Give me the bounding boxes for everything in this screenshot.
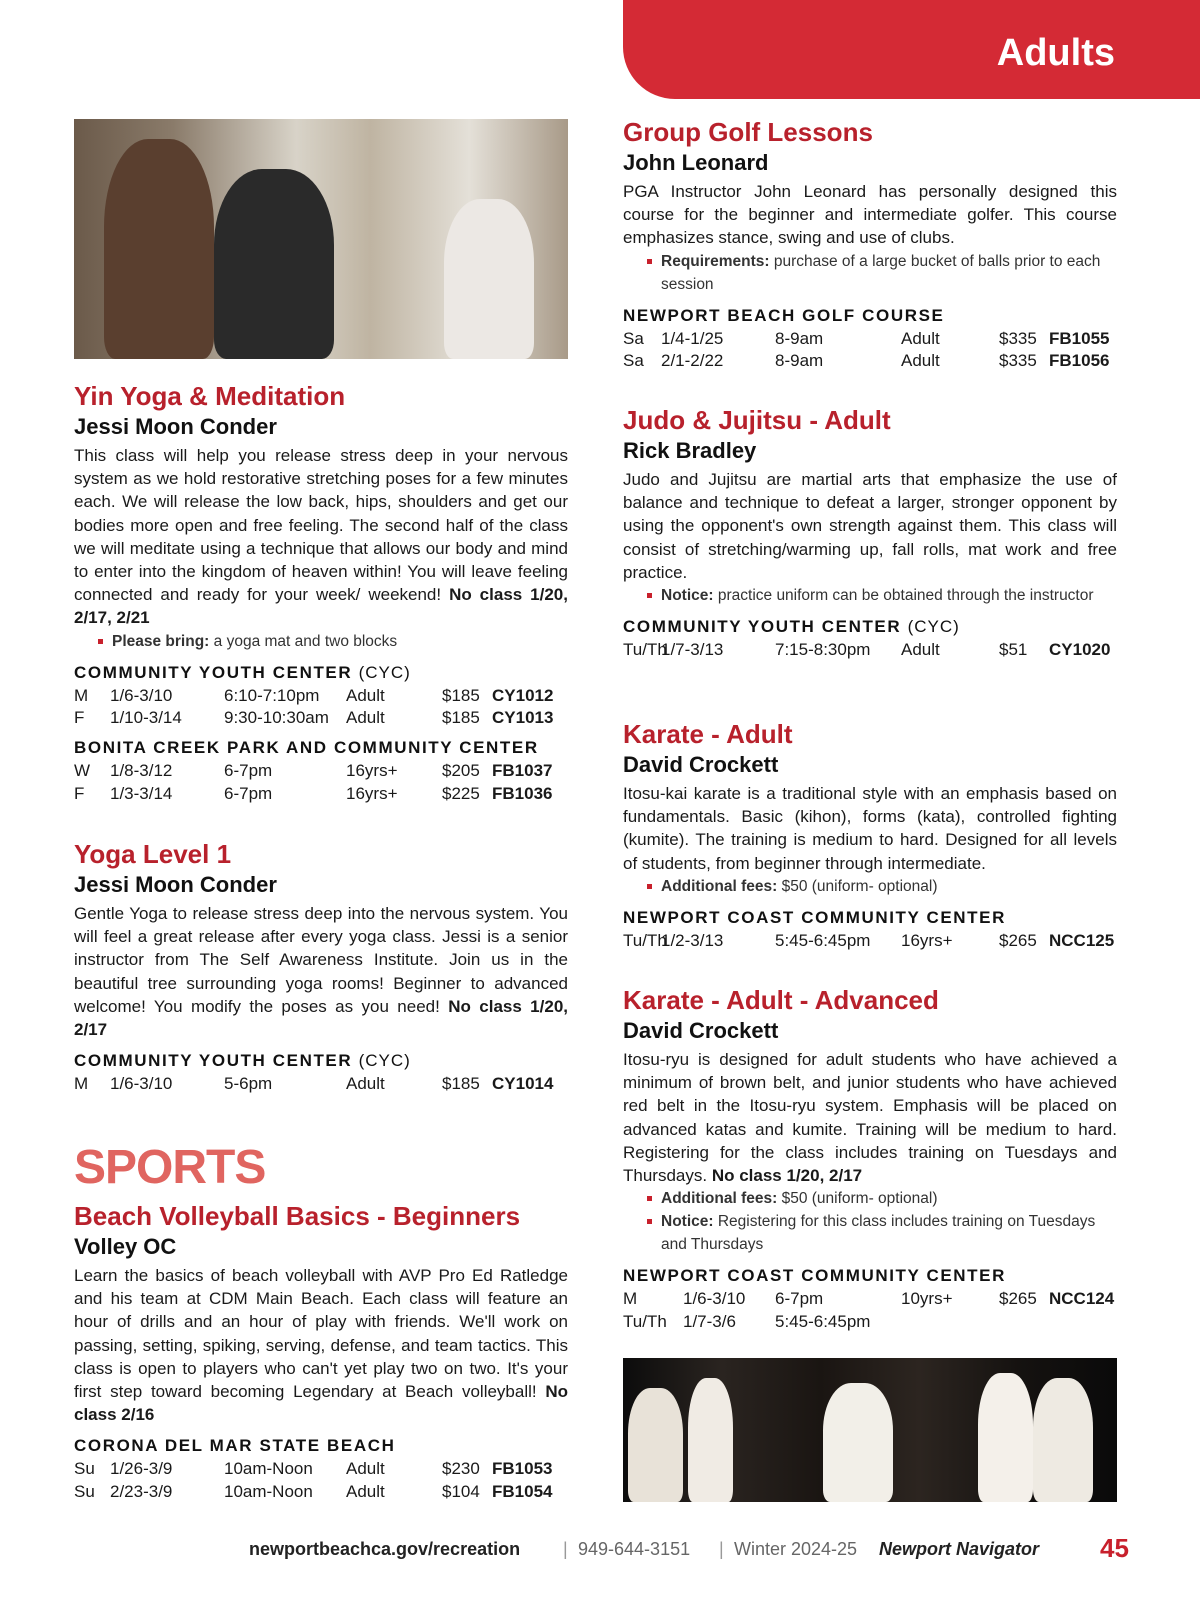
- schedule-age: Adult: [901, 328, 940, 348]
- schedule-row: [623, 1288, 1117, 1311]
- schedule-code: FB1053: [492, 1459, 553, 1479]
- schedule-code: NCC124: [1049, 1289, 1115, 1309]
- schedule-row: [74, 707, 568, 730]
- footer-separator: |: [719, 1539, 724, 1559]
- schedule-age: 10yrs+: [901, 1289, 953, 1309]
- schedule-fee: $335: [999, 328, 1037, 348]
- location-name: COMMUNITY YOUTH CENTER (CYC): [74, 1051, 411, 1071]
- schedule-row: [74, 1458, 568, 1481]
- schedule-dates: 1/4-1/25: [661, 328, 724, 348]
- schedule-dates: 1/2-3/13: [661, 930, 724, 950]
- schedule-time: 6-7pm: [775, 1289, 824, 1309]
- location-name: NEWPORT BEACH GOLF COURSE: [623, 305, 945, 325]
- class-note: Notice: practice uniform can be obtained through the instructor: [623, 584, 1117, 607]
- schedule-row: [623, 1311, 1117, 1334]
- class-judo-jujitsu: [623, 404, 1117, 662]
- schedule-age: Adult: [901, 640, 940, 660]
- schedule-code: FB1037: [492, 761, 553, 781]
- karate-photo: [623, 1358, 1117, 1502]
- class-beach-volleyball: [74, 1200, 568, 1504]
- schedule-row: [74, 1481, 568, 1504]
- schedule-fee: $335: [999, 351, 1037, 371]
- class-karate-adult: [623, 718, 1117, 953]
- schedule-table: [74, 1458, 568, 1504]
- schedule-dates: 1/6-3/10: [110, 685, 173, 705]
- schedule-time: 8-9am: [775, 351, 824, 371]
- class-description: Itosu-kai karate is a traditional style with an emphasis based on fundamentals. Basic (kihon), forms (kata), controlled fighting (kumite). The training is medium to hard. Designed for all levels of students, from beginner through intermediate.: [623, 784, 1117, 873]
- schedule-dates: 1/26-3/9: [110, 1459, 173, 1479]
- footer-magazine: Newport Navigator: [879, 1539, 1040, 1559]
- instructor-name: Volley OC: [74, 1234, 177, 1259]
- location-name: CORONA DEL MAR STATE BEACH: [74, 1436, 396, 1456]
- schedule-fee: $51: [999, 640, 1028, 660]
- schedule-row: [74, 783, 568, 806]
- schedule-age: Adult: [346, 1482, 385, 1502]
- section-tab: [623, 0, 1200, 99]
- schedule-fee: $265: [999, 1289, 1037, 1309]
- schedule-day: F: [74, 784, 85, 804]
- schedule-fee: $225: [442, 784, 480, 804]
- schedule-age: 16yrs+: [346, 761, 398, 781]
- class-note: Additional fees: $50 (uniform- optional): [623, 875, 1117, 898]
- schedule-row: [623, 350, 1117, 373]
- class-description: Gentle Yoga to release stress deep into the nervous system. You will feel a great release after every yoga class. Jessi is a senior instructor from The Self Awareness Institute. Join us in the beautiful tree surrounding yoga rooms! Beginner to advanced welcome! You modify the poses as you need! No class 1/20, 2/17: [74, 904, 568, 1040]
- class-description: This class will help you release stress deep in your nervous system as we hold restorative stretching poses for a few minutes each. We will release the low back, hips, shoulders and get our bodies more open and free feeling. The second half of the class we will meditate using a technique that allows our body and mind to enter into the kingdom of heaven within! You will leave feeling connected and ready for your week/ weekend! No class 1/20, 2/17, 2/21: [74, 446, 568, 628]
- schedule-time: 5:45-6:45pm: [775, 1312, 871, 1332]
- schedule-fee: $104: [442, 1482, 480, 1502]
- schedule-dates: 1/10-3/14: [110, 708, 182, 728]
- schedule-code: CY1020: [1049, 640, 1111, 660]
- schedule-row: [74, 685, 568, 708]
- schedule-time: 5-6pm: [224, 1074, 273, 1094]
- schedule-time: 10am-Noon: [224, 1482, 313, 1502]
- schedule-code: FB1055: [1049, 328, 1110, 348]
- schedule-dates: 1/7-3/6: [683, 1312, 736, 1332]
- location-name: COMMUNITY YOUTH CENTER (CYC): [623, 617, 960, 637]
- class-title: Karate - Adult - Advanced: [623, 985, 939, 1015]
- schedule-fee: $230: [442, 1459, 480, 1479]
- photo-figure: [214, 169, 334, 359]
- page-number: 45: [1100, 1533, 1129, 1563]
- schedule-day: W: [74, 761, 91, 781]
- class-title: Group Golf Lessons: [623, 117, 873, 147]
- class-title: Yin Yoga & Meditation: [74, 381, 346, 411]
- schedule-age: Adult: [346, 708, 385, 728]
- schedule-dates: 1/6-3/10: [110, 1074, 173, 1094]
- schedule-code: CY1013: [492, 708, 554, 728]
- schedule-day: Tu/Th: [623, 930, 667, 950]
- class-note: Additional fees: $50 (uniform- optional): [623, 1187, 1117, 1210]
- class-note: Notice: Registering for this class includes training on Tuesdays and Thursdays: [623, 1210, 1117, 1256]
- schedule-time: 6-7pm: [224, 761, 273, 781]
- schedule-day: M: [74, 1074, 89, 1094]
- schedule-day: Su: [74, 1482, 95, 1502]
- page-footer: [0, 1535, 1200, 1569]
- instructor-name: David Crockett: [623, 752, 779, 777]
- schedule-time: 6-7pm: [224, 784, 273, 804]
- schedule-code: NCC125: [1049, 930, 1115, 950]
- schedule-code: FB1036: [492, 784, 553, 804]
- footer-url[interactable]: newportbeachca.gov/recreation: [249, 1539, 521, 1559]
- schedule-dates: 1/8-3/12: [110, 761, 173, 781]
- instructor-name: Jessi Moon Conder: [74, 414, 277, 439]
- schedule-dates: 1/7-3/13: [661, 640, 724, 660]
- schedule-table: [74, 760, 568, 806]
- schedule-day: Tu/Th: [623, 640, 667, 660]
- schedule-table: [623, 639, 1117, 662]
- schedule-time: 10am-Noon: [224, 1459, 313, 1479]
- schedule-code: CY1012: [492, 685, 554, 705]
- footer-separator: |: [563, 1539, 568, 1559]
- schedule-age: Adult: [346, 1459, 385, 1479]
- instructor-name: John Leonard: [623, 150, 769, 175]
- location-name: BONITA CREEK PARK AND COMMUNITY CENTER: [74, 738, 539, 758]
- photo-figure: [823, 1383, 893, 1502]
- schedule-fee: $185: [442, 1074, 480, 1094]
- class-karate-advanced: [623, 984, 1117, 1334]
- schedule-code: FB1054: [492, 1482, 553, 1502]
- schedule-dates: 2/1-2/22: [661, 351, 724, 371]
- schedule-row: [74, 760, 568, 783]
- photo-figure: [104, 139, 214, 359]
- footer-season: Winter 2024-25: [734, 1539, 858, 1559]
- schedule-row: [623, 930, 1117, 953]
- location-name: NEWPORT COAST COMMUNITY CENTER: [623, 907, 1006, 927]
- schedule-age: Adult: [346, 1074, 385, 1094]
- schedule-row: [623, 639, 1117, 662]
- schedule-day: Sa: [623, 351, 644, 371]
- schedule-dates: 2/23-3/9: [110, 1482, 173, 1502]
- sports-heading: SPORTS: [74, 1141, 266, 1194]
- class-note: Please bring: a yoga mat and two blocks: [74, 630, 568, 653]
- location-name: COMMUNITY YOUTH CENTER (CYC): [74, 662, 411, 682]
- schedule-code: CY1014: [492, 1074, 554, 1094]
- instructor-name: David Crockett: [623, 1018, 779, 1043]
- schedule-time: 8-9am: [775, 328, 824, 348]
- class-description: Learn the basics of beach volleyball with AVP Pro Ed Ratledge and his team at CDM Main Beach. Each class will feature an hour of drills and an hour of play with friends. We'll work on passing, setting, spiking, serving, defense, and team tactics. This class is open to players who can't yet play two on two. It's your first step toward becoming Legendary at Beach volleyball! No class 2/16: [74, 1266, 568, 1425]
- photo-figure: [628, 1388, 683, 1502]
- class-description: Itosu-ryu is designed for adult students who have achieved a minimum of brown belt, and junior students who have achieved red belt in the Itosu-ryu system. Emphasis will be placed on advanced katas and kumite. Training will be medium to hard. Registering for the class includes training on Tuesdays and Thursdays. No class 1/20, 2/17: [623, 1050, 1117, 1186]
- schedule-age: Adult: [901, 351, 940, 371]
- class-description: PGA Instructor John Leonard has personally designed this course for the beginner and intermediate golfer. This course emphasizes stance, swing and use of clubs.: [623, 182, 1117, 248]
- class-yin-yoga: [74, 380, 568, 806]
- yoga-meditation-photo: [74, 119, 568, 359]
- schedule-code: FB1056: [1049, 351, 1110, 371]
- schedule-day: F: [74, 708, 85, 728]
- schedule-time: 5:45-6:45pm: [775, 930, 871, 950]
- location-name: NEWPORT COAST COMMUNITY CENTER: [623, 1266, 1006, 1286]
- section-tab-label: Adults: [996, 32, 1115, 74]
- schedule-table: [623, 1288, 1117, 1334]
- schedule-dates: 1/6-3/10: [683, 1289, 746, 1309]
- schedule-time: 9:30-10:30am: [224, 708, 329, 728]
- schedule-fee: $265: [999, 930, 1037, 950]
- schedule-day: Su: [74, 1459, 95, 1479]
- instructor-name: Jessi Moon Conder: [74, 872, 277, 897]
- footer-phone: 949-644-3151: [578, 1539, 691, 1559]
- photo-figure: [1033, 1378, 1093, 1502]
- schedule-time: 6:10-7:10pm: [224, 685, 320, 705]
- schedule-age: Adult: [346, 685, 385, 705]
- schedule-table: [623, 930, 1117, 953]
- schedule-time: 7:15-8:30pm: [775, 640, 871, 660]
- schedule-day: Tu/Th: [623, 1312, 667, 1332]
- class-title: Karate - Adult: [623, 719, 793, 749]
- schedule-table: [74, 1073, 568, 1096]
- schedule-day: M: [74, 685, 89, 705]
- schedule-row: [623, 328, 1117, 351]
- photo-figure: [978, 1373, 1033, 1502]
- class-group-golf: [623, 116, 1117, 373]
- schedule-fee: $185: [442, 685, 480, 705]
- schedule-fee: $185: [442, 708, 480, 728]
- schedule-table: [623, 328, 1117, 374]
- schedule-row: [74, 1073, 568, 1096]
- instructor-name: Rick Bradley: [623, 438, 757, 463]
- schedule-age: 16yrs+: [346, 784, 398, 804]
- photo-figure: [444, 199, 534, 359]
- class-title: Beach Volleyball Basics - Beginners: [74, 1201, 521, 1231]
- class-yoga-level-1: [74, 838, 568, 1096]
- class-title: Yoga Level 1: [74, 839, 232, 869]
- class-note: Requirements: purchase of a large bucket of balls prior to each session: [623, 250, 1117, 296]
- class-title: Judo & Jujitsu - Adult: [623, 405, 891, 435]
- schedule-age: 16yrs+: [901, 930, 953, 950]
- schedule-day: M: [623, 1289, 638, 1309]
- class-description: Judo and Jujitsu are martial arts that emphasize the use of balance and technique to defeat a larger, stronger opponent by using the opponent's own strength against them. This class will consist of stretching/warming up, fall rolls, mat work and free practice.: [623, 470, 1117, 582]
- photo-figure: [688, 1378, 733, 1502]
- schedule-table: [74, 685, 568, 731]
- schedule-fee: $205: [442, 761, 480, 781]
- schedule-day: Sa: [623, 328, 644, 348]
- schedule-dates: 1/3-3/14: [110, 784, 173, 804]
